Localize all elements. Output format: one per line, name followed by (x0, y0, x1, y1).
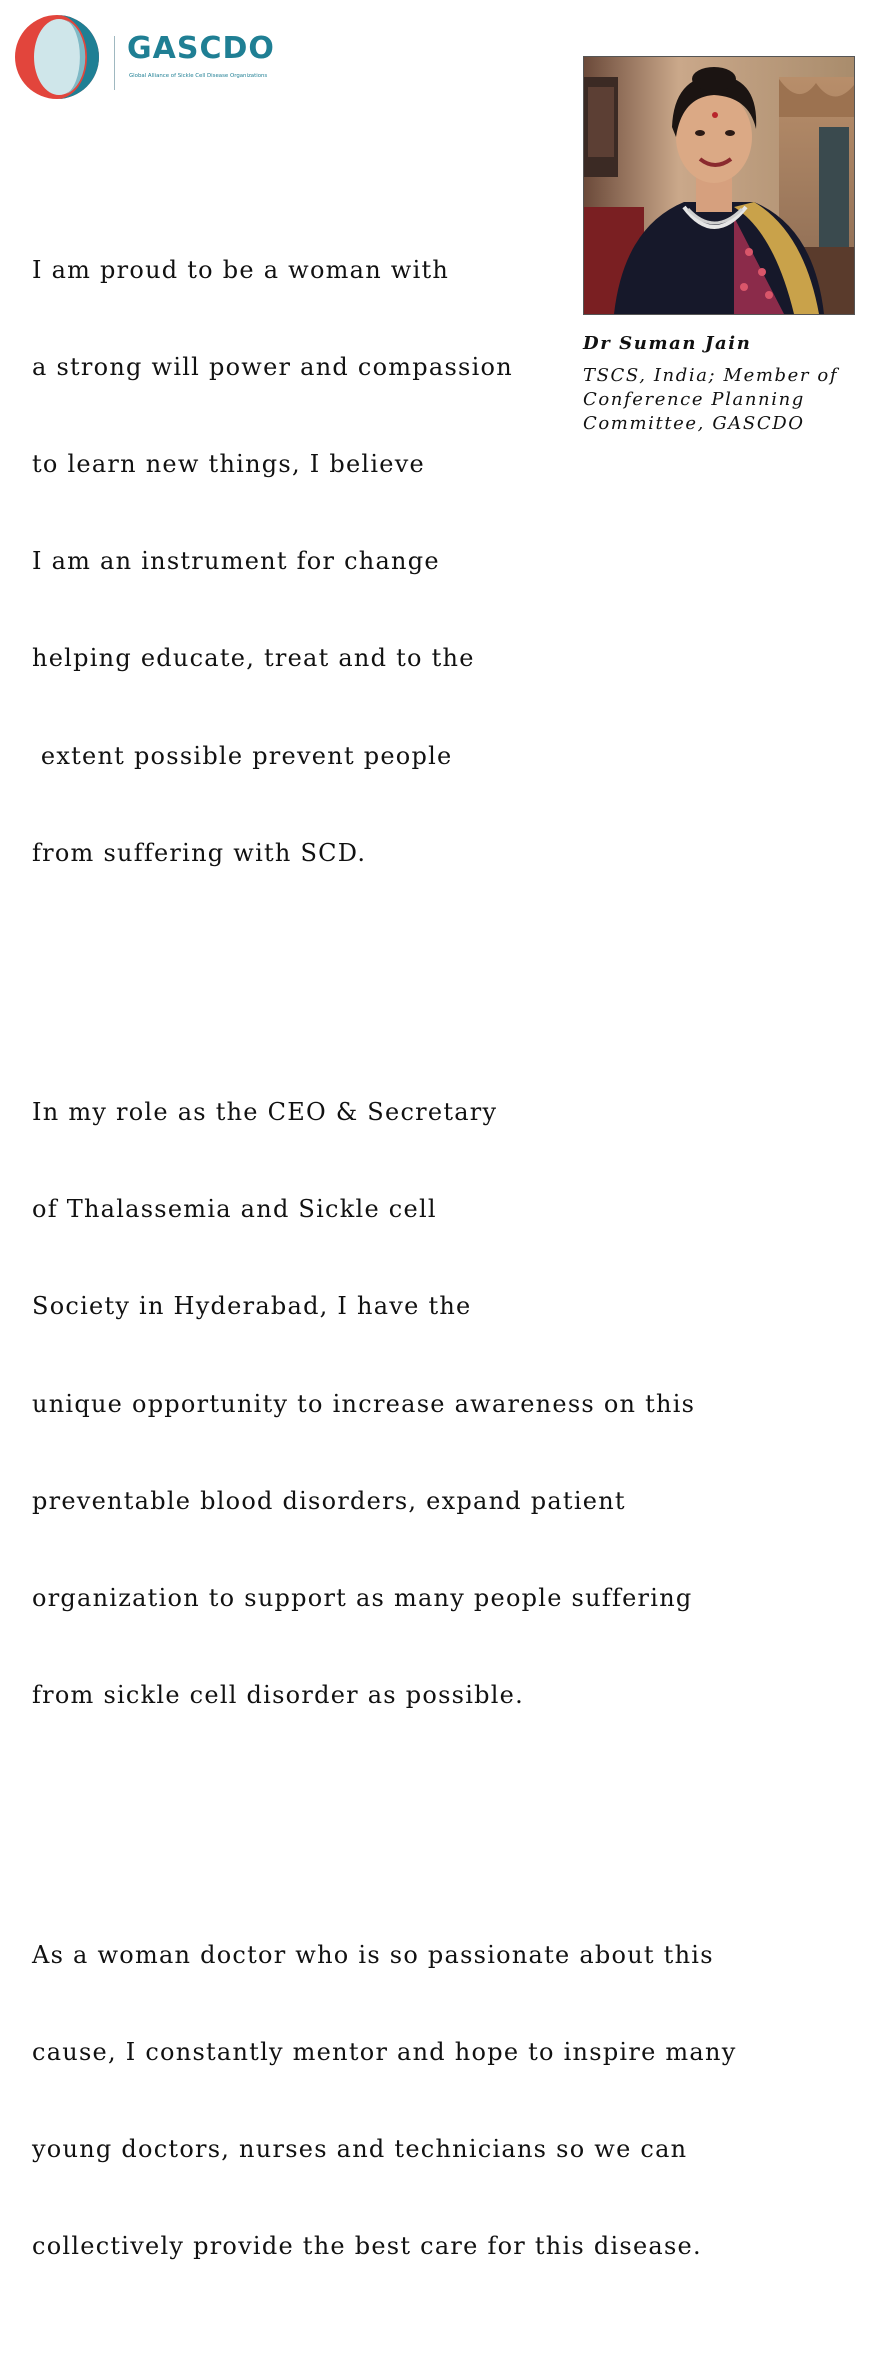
text-line: helping educate, treat and to the (32, 644, 475, 673)
caption-name: Dr Suman Jain (583, 333, 752, 354)
logo-divider (114, 36, 115, 90)
caption-line: TSCS, India; Member of (583, 365, 839, 387)
text-line: preventable blood disorders, expand patient (32, 1486, 626, 1515)
text-line: a strong will power and compassion (32, 352, 513, 381)
paragraph-1 (32, 189, 737, 934)
text-line: organization to support as many people suffering (32, 1584, 693, 1613)
text-line: from suffering with SCD. (32, 838, 367, 867)
gascdo-logo (14, 14, 304, 102)
logo-name: GASCDO (127, 31, 275, 66)
text-line: from sickle cell disorder as possible. (32, 1681, 524, 1710)
caption-line: Committee, GASCDO (583, 413, 805, 435)
text-line: Society in Hyderabad, I have the (32, 1292, 472, 1321)
text-line: In my role as the CEO & Secretary (32, 1098, 498, 1127)
text-line: collectively provide the best care for this disease. (32, 2232, 702, 2261)
paragraph-3 (32, 1874, 737, 2328)
logo-tagline: Global Alliance of Sickle Cell Disease Organizations (129, 73, 268, 79)
text-line: to learn new things, I believe (32, 450, 425, 479)
text-line: As a woman doctor who is so passionate about this (32, 1940, 714, 1969)
text-line: of Thalassemia and Sickle cell (32, 1195, 437, 1224)
text-line: unique opportunity to increase awareness on this (32, 1389, 696, 1418)
paragraph-2 (32, 1031, 737, 1776)
text-line: I am an instrument for change (32, 547, 440, 576)
text-line: extent possible prevent people (32, 741, 453, 770)
text-line: I am proud to be a woman with (32, 255, 450, 284)
text-line: young doctors, nurses and technicians so we can (32, 2134, 688, 2163)
caption-line: Conference Planning (583, 389, 805, 411)
testimonial-text (32, 124, 737, 2360)
gascdo-logo-icon (14, 14, 100, 100)
text-line: cause, I constantly mentor and hope to inspire many (32, 2037, 737, 2066)
